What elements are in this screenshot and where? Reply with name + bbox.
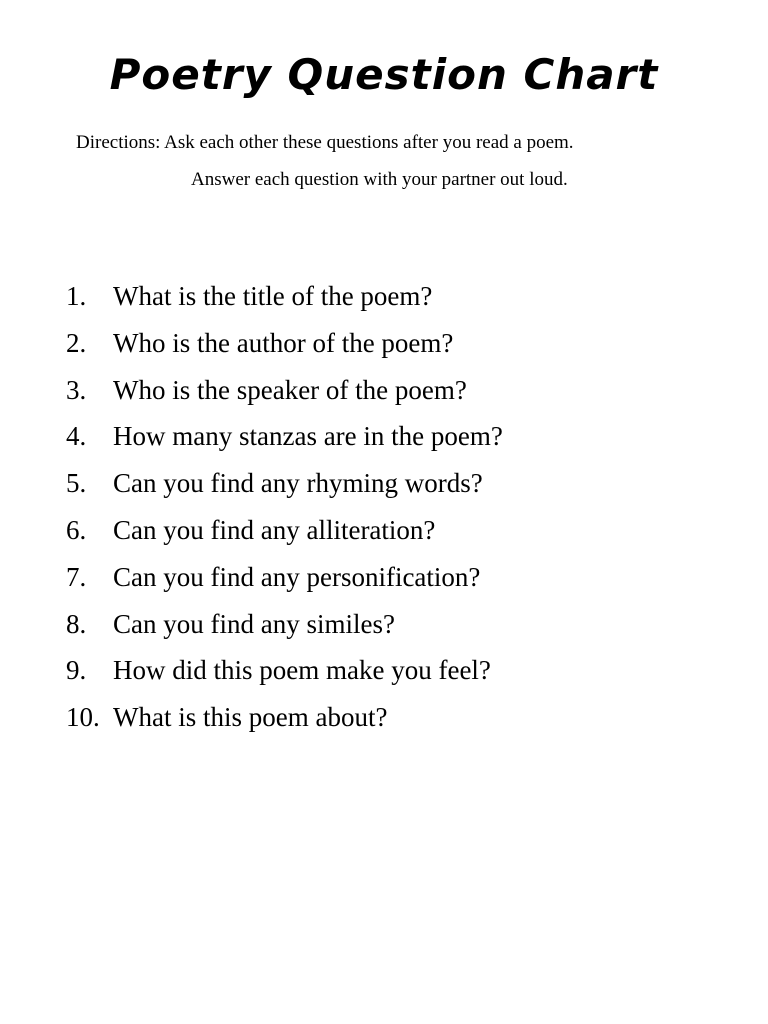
question-text: Can you find any rhyming words? [113, 468, 483, 499]
list-item [66, 276, 503, 323]
list-item [66, 463, 503, 510]
question-text: What is this poem about? [113, 702, 388, 733]
question-number: 3. [66, 374, 87, 405]
question-number: 8. [66, 608, 87, 639]
question-text: How many stanzas are in the poem? [113, 421, 503, 452]
question-number: 5. [66, 468, 87, 499]
list-item [66, 557, 503, 604]
question-number: 1. [66, 281, 87, 311]
question-number: 10. [66, 702, 100, 733]
question-number: 9. [66, 655, 87, 686]
question-text: Who is the author of the poem? [113, 327, 454, 358]
question-number: 4. [66, 421, 87, 452]
directions-line-1: Directions: Ask each other these questions after you read a poem. [76, 132, 574, 153]
list-item [66, 650, 503, 697]
question-text: Can you find any similes? [113, 608, 395, 639]
question-list [66, 276, 503, 744]
list-item [66, 416, 503, 463]
question-text: How did this poem make you feel? [113, 655, 491, 686]
list-item [66, 323, 503, 370]
question-text: What is the title of the poem? [113, 281, 433, 311]
question-number: 2. [66, 327, 87, 358]
question-number: 7. [66, 561, 87, 592]
list-item [66, 370, 503, 417]
question-text: Who is the speaker of the poem? [113, 374, 467, 405]
list-item [66, 510, 503, 557]
question-text: Can you find any personification? [113, 561, 481, 592]
question-text: Can you find any alliteration? [113, 514, 436, 545]
question-number: 6. [66, 514, 87, 545]
list-item [66, 697, 503, 744]
page-title: Poetry Question Chart [109, 50, 659, 99]
list-item [66, 604, 503, 651]
directions-line-2: Answer each question with your partner out loud. [191, 169, 568, 190]
